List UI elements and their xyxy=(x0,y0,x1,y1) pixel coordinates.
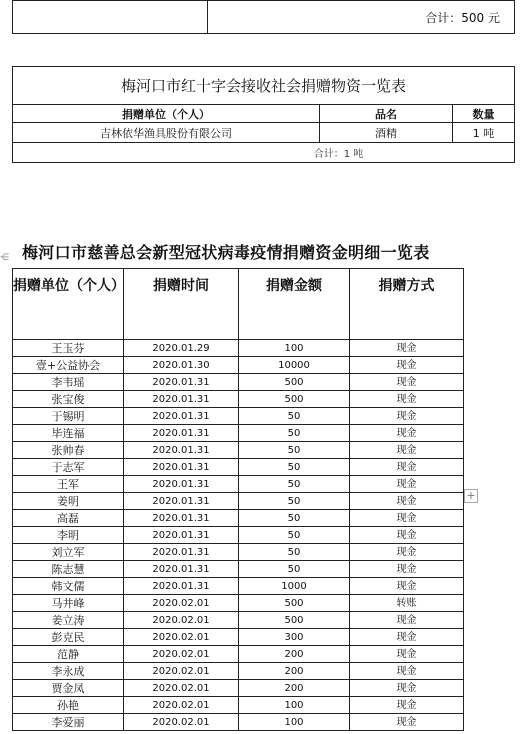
date-cell: 2020.01.31 xyxy=(124,578,239,595)
method-cell: 现金 xyxy=(350,340,464,357)
table-row xyxy=(13,493,464,510)
date-cell: 2020.02.01 xyxy=(124,663,239,680)
date-cell: 2020.01.29 xyxy=(124,340,239,357)
table-row xyxy=(13,442,464,459)
table-row xyxy=(13,714,464,731)
method-cell: 现金 xyxy=(350,442,464,459)
donor-cell: 毕连福 xyxy=(13,425,124,442)
table-row xyxy=(13,459,464,476)
table-row xyxy=(13,408,464,425)
donor-cell: 吉林依华渔具股份有限公司 xyxy=(13,123,320,143)
donor-cell: 张宝俊 xyxy=(13,391,124,408)
amount-cell: 200 xyxy=(239,663,350,680)
table-row xyxy=(13,374,464,391)
method-cell: 现金 xyxy=(350,527,464,544)
donor-cell: 李韦瑶 xyxy=(13,374,124,391)
table-row xyxy=(13,340,464,357)
qty-cell: 1 吨 xyxy=(453,123,515,143)
materials-total: 合计：1 吨 xyxy=(13,143,515,163)
header-donor: 捐赠单位（个人） xyxy=(13,269,124,340)
method-cell: 现金 xyxy=(350,425,464,442)
amount-cell: 50 xyxy=(239,459,350,476)
amount-cell: 50 xyxy=(239,544,350,561)
date-cell: 2020.02.01 xyxy=(124,697,239,714)
method-cell: 现金 xyxy=(350,459,464,476)
method-cell: 现金 xyxy=(350,680,464,697)
empty-cell xyxy=(13,1,208,34)
margin-marker-icon: ⋲ xyxy=(0,253,9,263)
amount-cell: 50 xyxy=(239,493,350,510)
table-row xyxy=(13,680,464,697)
table-row xyxy=(13,527,464,544)
table-row xyxy=(13,476,464,493)
table-row xyxy=(13,595,464,612)
method-cell: 现金 xyxy=(350,544,464,561)
date-cell: 2020.02.01 xyxy=(124,680,239,697)
donor-cell: 壹+公益协会 xyxy=(13,357,124,374)
amount-cell: 1000 xyxy=(239,578,350,595)
date-cell: 2020.01.31 xyxy=(124,527,239,544)
donor-cell: 韩文儒 xyxy=(13,578,124,595)
cash-total: 合计：500 元 xyxy=(208,1,515,34)
date-cell: 2020.01.31 xyxy=(124,510,239,527)
amount-cell: 50 xyxy=(239,476,350,493)
table-row xyxy=(13,544,464,561)
amount-cell: 500 xyxy=(239,374,350,391)
amount-cell: 100 xyxy=(239,714,350,731)
method-cell: 现金 xyxy=(350,697,464,714)
method-cell: 现金 xyxy=(350,493,464,510)
table-row xyxy=(13,629,464,646)
table-row xyxy=(13,510,464,527)
table-row xyxy=(13,425,464,442)
donor-cell: 王军 xyxy=(13,476,124,493)
donor-cell: 李明 xyxy=(13,527,124,544)
table-row xyxy=(13,697,464,714)
donor-cell: 孙艳 xyxy=(13,697,124,714)
date-cell: 2020.01.31 xyxy=(124,374,239,391)
amount-cell: 50 xyxy=(239,442,350,459)
donor-cell: 马井峰 xyxy=(13,595,124,612)
donor-cell: 于志军 xyxy=(13,459,124,476)
date-cell: 2020.01.31 xyxy=(124,459,239,476)
donor-cell: 李爱丽 xyxy=(13,714,124,731)
donor-cell: 陈志慧 xyxy=(13,561,124,578)
amount-cell: 50 xyxy=(239,561,350,578)
header-item: 品名 xyxy=(320,105,453,123)
donor-cell: 于锡明 xyxy=(13,408,124,425)
amount-cell: 200 xyxy=(239,646,350,663)
previous-table-fragment xyxy=(12,0,515,34)
date-cell: 2020.02.01 xyxy=(124,646,239,663)
donor-cell: 王玉芬 xyxy=(13,340,124,357)
date-cell: 2020.01.31 xyxy=(124,544,239,561)
donor-cell: 范静 xyxy=(13,646,124,663)
donor-cell: 李永成 xyxy=(13,663,124,680)
table-row xyxy=(13,357,464,374)
amount-cell: 100 xyxy=(239,340,350,357)
amount-cell: 500 xyxy=(239,595,350,612)
header-donor: 捐赠单位（个人） xyxy=(13,105,320,123)
donor-cell: 张帅春 xyxy=(13,442,124,459)
amount-cell: 500 xyxy=(239,391,350,408)
date-cell: 2020.02.01 xyxy=(124,629,239,646)
amount-cell: 300 xyxy=(239,629,350,646)
donor-cell: 贾金凤 xyxy=(13,680,124,697)
date-cell: 2020.01.30 xyxy=(124,357,239,374)
donor-cell: 姜明 xyxy=(13,493,124,510)
table-row xyxy=(13,612,464,629)
materials-title: 梅河口市红十字会接收社会捐赠物资一览表 xyxy=(13,67,515,105)
amount-cell: 200 xyxy=(239,680,350,697)
donor-cell: 姜立涛 xyxy=(13,612,124,629)
date-cell: 2020.02.01 xyxy=(124,714,239,731)
table-row xyxy=(13,123,515,143)
materials-table xyxy=(12,66,515,163)
method-cell: 现金 xyxy=(350,612,464,629)
method-cell: 现金 xyxy=(350,629,464,646)
amount-cell: 50 xyxy=(239,510,350,527)
date-cell: 2020.01.31 xyxy=(124,442,239,459)
date-cell: 2020.01.31 xyxy=(124,391,239,408)
method-cell: 现金 xyxy=(350,391,464,408)
donor-cell: 彭克民 xyxy=(13,629,124,646)
amount-cell: 50 xyxy=(239,425,350,442)
add-row-button[interactable]: + xyxy=(464,489,478,503)
method-cell: 现金 xyxy=(350,510,464,527)
method-cell: 现金 xyxy=(350,714,464,731)
date-cell: 2020.01.31 xyxy=(124,425,239,442)
donor-cell: 刘立军 xyxy=(13,544,124,561)
amount-cell: 50 xyxy=(239,527,350,544)
header-date: 捐赠时间 xyxy=(124,269,239,340)
method-cell: 现金 xyxy=(350,663,464,680)
method-cell: 现金 xyxy=(350,646,464,663)
cash-title: 梅河口市慈善总会新型冠状病毒疫情捐赠资金明细一览表 xyxy=(22,243,430,262)
method-cell: 现金 xyxy=(350,561,464,578)
item-cell: 酒精 xyxy=(320,123,453,143)
amount-cell: 100 xyxy=(239,697,350,714)
method-cell: 现金 xyxy=(350,578,464,595)
date-cell: 2020.01.31 xyxy=(124,561,239,578)
method-cell: 现金 xyxy=(350,374,464,391)
table-row xyxy=(13,578,464,595)
table-row xyxy=(13,391,464,408)
date-cell: 2020.01.31 xyxy=(124,476,239,493)
cash-table xyxy=(12,268,464,731)
header-method: 捐赠方式 xyxy=(350,269,464,340)
amount-cell: 50 xyxy=(239,408,350,425)
date-cell: 2020.02.01 xyxy=(124,612,239,629)
method-cell: 现金 xyxy=(350,476,464,493)
amount-cell: 10000 xyxy=(239,357,350,374)
method-cell: 转账 xyxy=(350,595,464,612)
table-row xyxy=(13,646,464,663)
table-row xyxy=(13,561,464,578)
date-cell: 2020.01.31 xyxy=(124,408,239,425)
method-cell: 现金 xyxy=(350,408,464,425)
date-cell: 2020.02.01 xyxy=(124,595,239,612)
header-qty: 数量 xyxy=(453,105,515,123)
donor-cell: 高磊 xyxy=(13,510,124,527)
method-cell: 现金 xyxy=(350,357,464,374)
table-row xyxy=(13,663,464,680)
date-cell: 2020.01.31 xyxy=(124,493,239,510)
header-amount: 捐赠金额 xyxy=(239,269,350,340)
amount-cell: 500 xyxy=(239,612,350,629)
